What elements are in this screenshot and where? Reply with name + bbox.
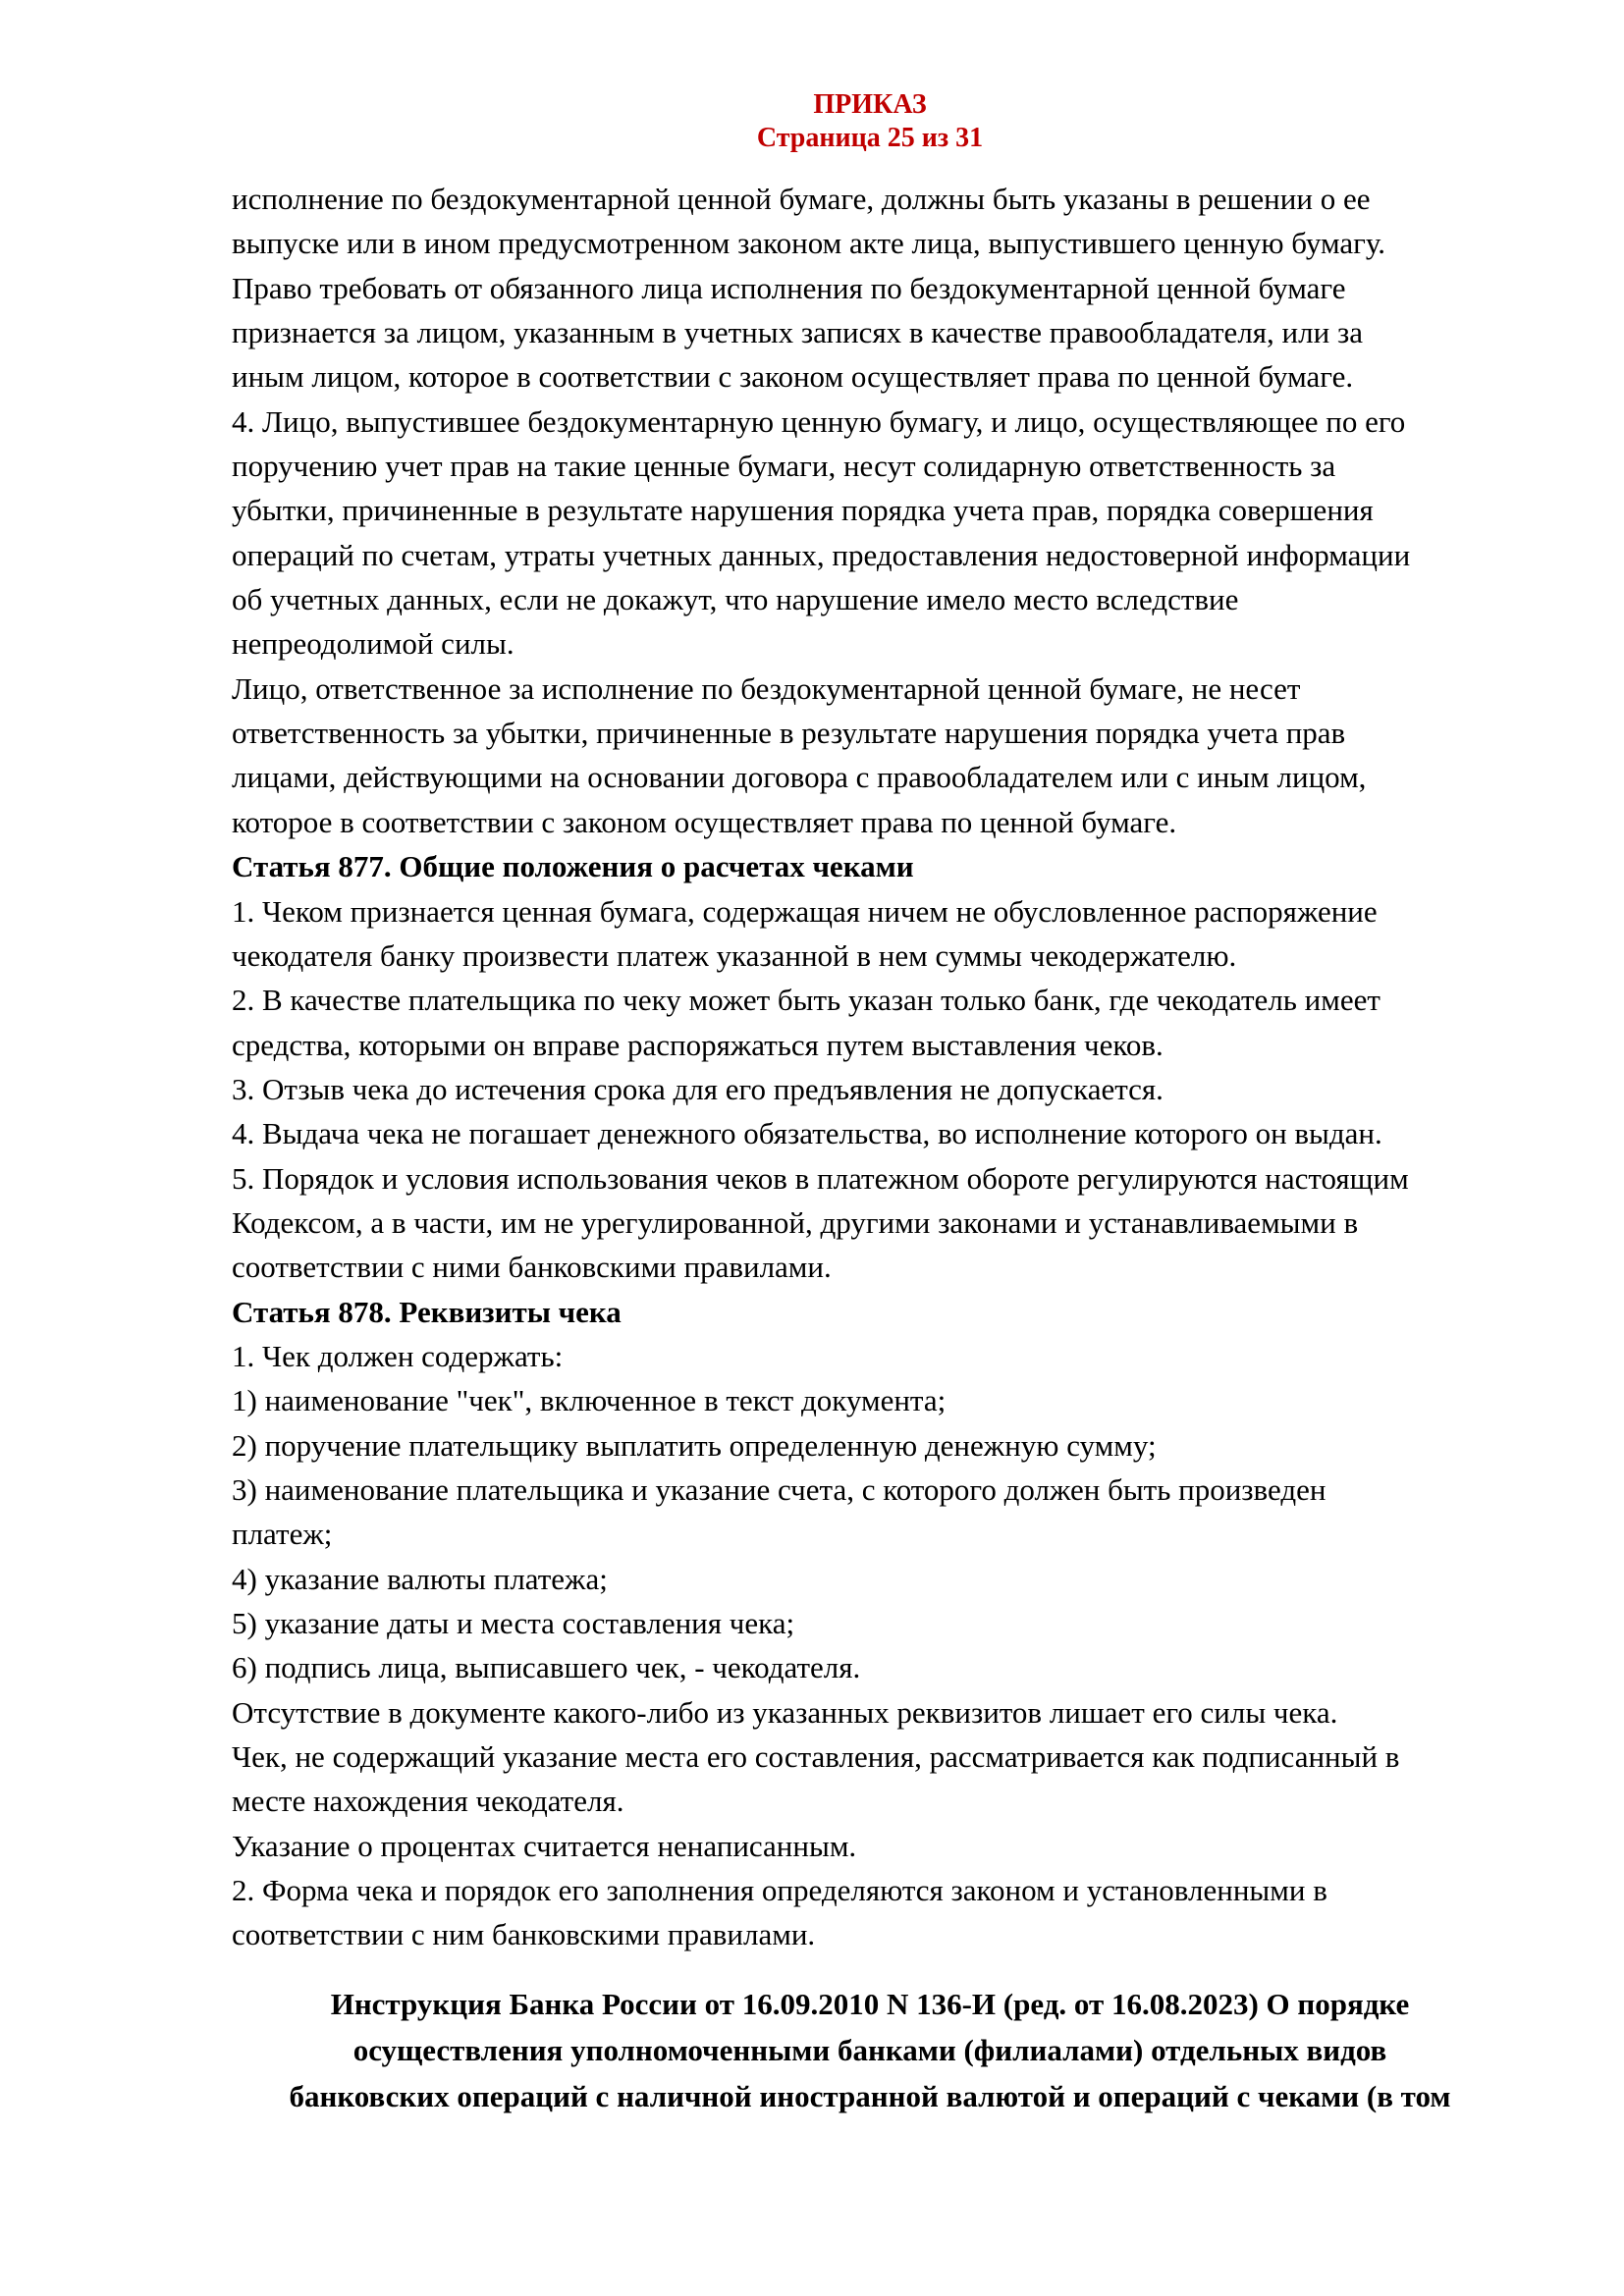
- body-line: платеж;: [232, 1517, 333, 1552]
- body-line: Лицо, ответственное за исполнение по бездокументарной ценной бумаге, не несет: [232, 670, 1301, 706]
- body-line: об учетных данных, если не докажут, что нарушение имело место вследствие: [232, 582, 1239, 617]
- body-line: 1. Чеком признается ценная бумага, содержащая ничем не обусловленное распоряжение: [232, 893, 1378, 929]
- body-line: иным лицом, которое в соответствии с законом осуществляет права по ценной бумаге.: [232, 359, 1354, 395]
- body-line: поручению учет прав на такие ценные бумаги, несут солидарную ответственность за: [232, 449, 1336, 484]
- document-body: [232, 177, 1508, 1957]
- page-indicator: Страница 25 из 31: [756, 123, 984, 153]
- body-line: 5) указание даты и места составления чека;: [232, 1606, 795, 1640]
- closing-heading-line: банковских операций с наличной иностранной валютой и операций с чеками (в том: [289, 2078, 1451, 2113]
- body-line: месте нахождения чекодателя.: [232, 1784, 624, 1819]
- article-heading: Статья 877. Общие положения о расчетах чеками: [232, 849, 914, 884]
- body-line: признается за лицом, указанным в учетных записях в качестве правообладателя, или за: [232, 315, 1363, 350]
- body-line: чекодателя банку произвести платеж указанной в нем суммы чекодержателю.: [232, 937, 1237, 973]
- body-line: 4. Выдача чека не погашает денежного обязательства, во исполнение которого он выдан.: [232, 1116, 1382, 1151]
- body-line: Чек, не содержащий указание места его составления, рассматривается как подписанный в: [232, 1739, 1400, 1775]
- body-line: выпуске или в ином предусмотренном законом акте лица, выпустившего ценную бумагу.: [232, 226, 1385, 261]
- closing-heading-line: осуществления уполномоченными банками (филиалами) отдельных видов: [352, 2032, 1387, 2067]
- body-line: 3) наименование плательщика и указание счета, с которого должен быть произведен: [232, 1471, 1326, 1507]
- body-line: 2) поручение плательщику выплатить определенную денежную сумму;: [232, 1427, 1157, 1463]
- body-line: Отсутствие в документе какого-либо из указанных реквизитов лишает его силы чека.: [232, 1694, 1338, 1730]
- body-line: соответствии с ними банковскими правилами.: [232, 1250, 832, 1285]
- body-line: ответственность за убытки, причиненные в результате нарушения порядка учета прав: [232, 716, 1346, 751]
- body-line: соответствии с ним банковскими правилами.: [232, 1917, 816, 1952]
- body-line: средства, которыми он вправе распоряжаться путем выставления чеков.: [232, 1027, 1164, 1062]
- article-heading: Статья 878. Реквизиты чека: [232, 1294, 622, 1329]
- body-line: операций по счетам, утраты учетных данных, предоставления недостоверной информации: [232, 537, 1411, 572]
- body-line: 6) подпись лица, выписавшего чек, - чекодателя.: [232, 1650, 861, 1685]
- document-content: [232, 88, 1508, 2119]
- body-line: 4. Лицо, выпустившее бездокументарную ценную бумагу, и лицо, осуществляющее по его: [232, 403, 1406, 439]
- body-line: 1. Чек должен содержать:: [232, 1338, 564, 1373]
- document-title: ПРИКАЗ: [813, 89, 927, 120]
- body-line: лицами, действующими на основании договора с правообладателем или с иным лицом,: [232, 760, 1367, 795]
- body-line: 3. Отзыв чека до истечения срока для его предъявления не допускается.: [232, 1071, 1164, 1106]
- body-line: 4) указание валюты платежа;: [232, 1561, 608, 1596]
- body-line: Указание о процентах считается ненаписанным.: [232, 1828, 857, 1863]
- body-line: убытки, причиненные в результате нарушения порядка учета прав, порядка совершения: [232, 493, 1374, 528]
- body-line: исполнение по бездокументарной ценной бумаге, должны быть указаны в решении о ее: [232, 182, 1371, 216]
- body-line: 2. Форма чека и порядок его заполнения определяются законом и установленными в: [232, 1873, 1327, 1908]
- document-header: [232, 88, 1508, 155]
- body-line: 1) наименование "чек", включенное в текст документа;: [232, 1383, 947, 1418]
- body-line: Право требовать от обязанного лица исполнения по бездокументарной ценной бумаге: [232, 270, 1346, 305]
- body-line: 2. В качестве плательщика по чеку может быть указан только банк, где чекодатель имеет: [232, 983, 1380, 1018]
- closing-instruction-heading: [232, 1981, 1508, 2119]
- body-line: которое в соответствии с законом осуществляет права по ценной бумаге.: [232, 804, 1177, 839]
- body-line: Кодексом, а в части, им не урегулированной, другими законами и устанавливаемыми в: [232, 1204, 1359, 1240]
- body-line: непреодолимой силы.: [232, 626, 514, 662]
- closing-heading-line: Инструкция Банка России от 16.09.2010 N 136-И (ред. от 16.08.2023) О порядке: [330, 1986, 1410, 2021]
- body-line: 5. Порядок и условия использования чеков в платежном обороте регулируются настоящим: [232, 1160, 1409, 1196]
